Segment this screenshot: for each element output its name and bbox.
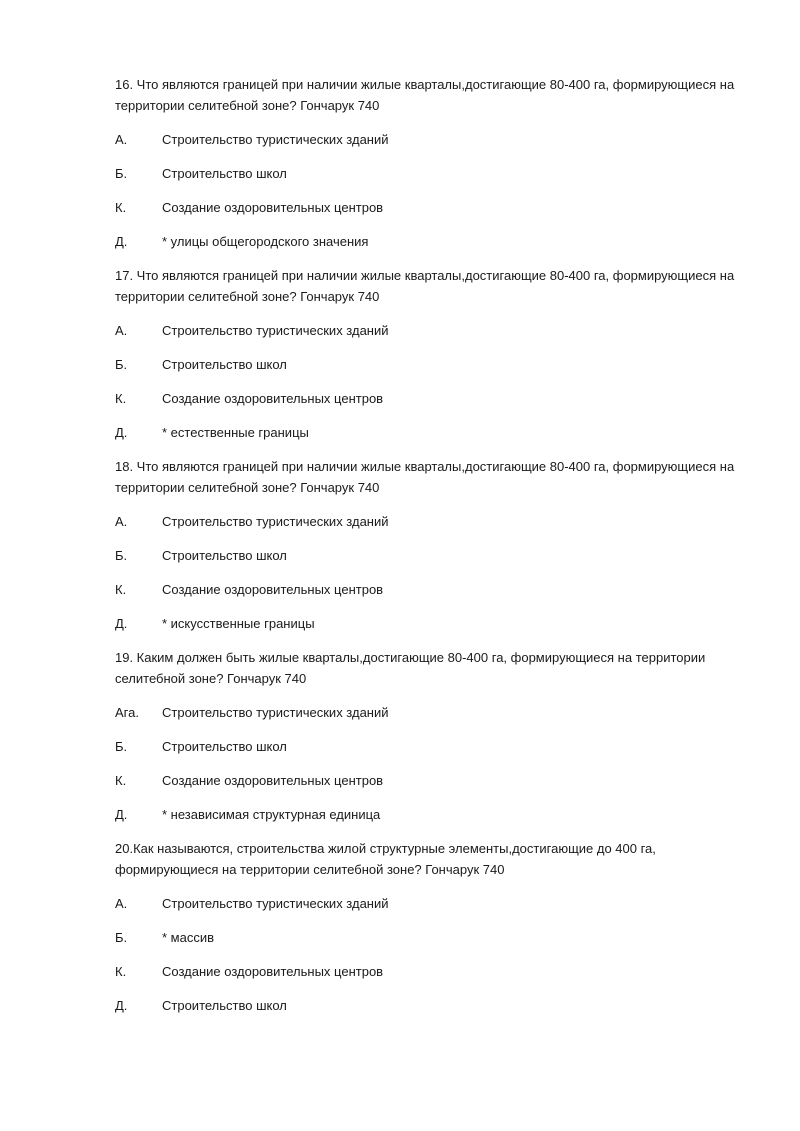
option-text: Строительство школ <box>162 739 287 754</box>
option-letter: Д. <box>115 807 128 822</box>
answer-option <box>115 388 755 409</box>
answer-option <box>115 702 755 723</box>
option-letter: Д. <box>115 998 128 1013</box>
answer-option <box>115 995 755 1016</box>
option-letter: К. <box>115 391 127 406</box>
question-block <box>115 265 755 443</box>
question-text: 17. Что являются границей при наличии жилые кварталы,достигающие 80-400 га, формирующиеся на территории селитебной зоне? Гончарук 740 <box>115 268 735 304</box>
option-text: Строительство школ <box>162 357 287 372</box>
option-letter: Б. <box>115 739 128 754</box>
option-letter: А. <box>115 514 128 529</box>
option-letter: Б. <box>115 357 128 372</box>
option-text: Создание оздоровительных центров <box>162 964 384 979</box>
answer-option <box>115 961 755 982</box>
answer-option <box>115 613 755 634</box>
option-letter: Д. <box>115 425 128 440</box>
option-letter: К. <box>115 773 127 788</box>
question-block <box>115 647 755 825</box>
option-letter: А. <box>115 132 128 147</box>
question-text: 20.Как называются, строительства жилой структурные элементы,достигающие до 400 га, формирующиеся на территории селитебной зоне? Гончарук 740 <box>115 841 656 877</box>
option-text: Строительство школ <box>162 998 287 1013</box>
question-block <box>115 456 755 634</box>
question-text: 18. Что являются границей при наличии жилые кварталы,достигающие 80-400 га, формирующиеся на территории селитебной зоне? Гончарук 740 <box>115 459 735 495</box>
document-page <box>115 74 755 1029</box>
option-text: Создание оздоровительных центров <box>162 391 384 406</box>
answer-option <box>115 736 755 757</box>
option-letter: Д. <box>115 234 128 249</box>
option-text: Строительство туристических зданий <box>162 514 389 529</box>
answer-option <box>115 804 755 825</box>
option-text: Строительство туристических зданий <box>162 896 389 911</box>
option-letter: К. <box>115 582 127 597</box>
option-letter: Б. <box>115 166 128 181</box>
question-text: 19. Каким должен быть жилые кварталы,достигающие 80-400 га, формирующиеся на территории селитебной зоне? Гончарук 740 <box>115 650 706 686</box>
answer-option <box>115 320 755 341</box>
option-text: Создание оздоровительных центров <box>162 582 384 597</box>
answer-option <box>115 129 755 150</box>
answer-option <box>115 545 755 566</box>
option-text: * улицы общегородского значения <box>162 234 369 249</box>
answer-option <box>115 231 755 252</box>
answer-option <box>115 163 755 184</box>
option-text: * независимая структурная единица <box>162 807 381 822</box>
option-letter: Б. <box>115 930 128 945</box>
option-letter: К. <box>115 964 127 979</box>
answer-option <box>115 197 755 218</box>
option-letter: Д. <box>115 616 128 631</box>
option-letter: К. <box>115 200 127 215</box>
option-letter: Ага. <box>115 705 139 720</box>
option-text: Строительство школ <box>162 166 287 181</box>
option-letter: Б. <box>115 548 128 563</box>
option-text: Строительство туристических зданий <box>162 323 389 338</box>
option-text: Создание оздоровительных центров <box>162 200 384 215</box>
option-text: * естественные границы <box>162 425 309 440</box>
answer-option <box>115 579 755 600</box>
option-letter: А. <box>115 323 128 338</box>
option-text: Строительство туристических зданий <box>162 132 389 147</box>
option-text: * массив <box>162 930 215 945</box>
option-text: Строительство туристических зданий <box>162 705 389 720</box>
answer-option <box>115 893 755 914</box>
question-block <box>115 74 755 252</box>
answer-option <box>115 422 755 443</box>
question-block <box>115 838 755 1016</box>
question-text: 16. Что являются границей при наличии жилые кварталы,достигающие 80-400 га, формирующиеся на территории селитебной зоне? Гончарук 740 <box>115 77 735 113</box>
answer-option <box>115 770 755 791</box>
option-text: * искусственные границы <box>162 616 315 631</box>
option-text: Строительство школ <box>162 548 287 563</box>
option-text: Создание оздоровительных центров <box>162 773 384 788</box>
answer-option <box>115 354 755 375</box>
answer-option <box>115 511 755 532</box>
answer-option <box>115 927 755 948</box>
option-letter: А. <box>115 896 128 911</box>
